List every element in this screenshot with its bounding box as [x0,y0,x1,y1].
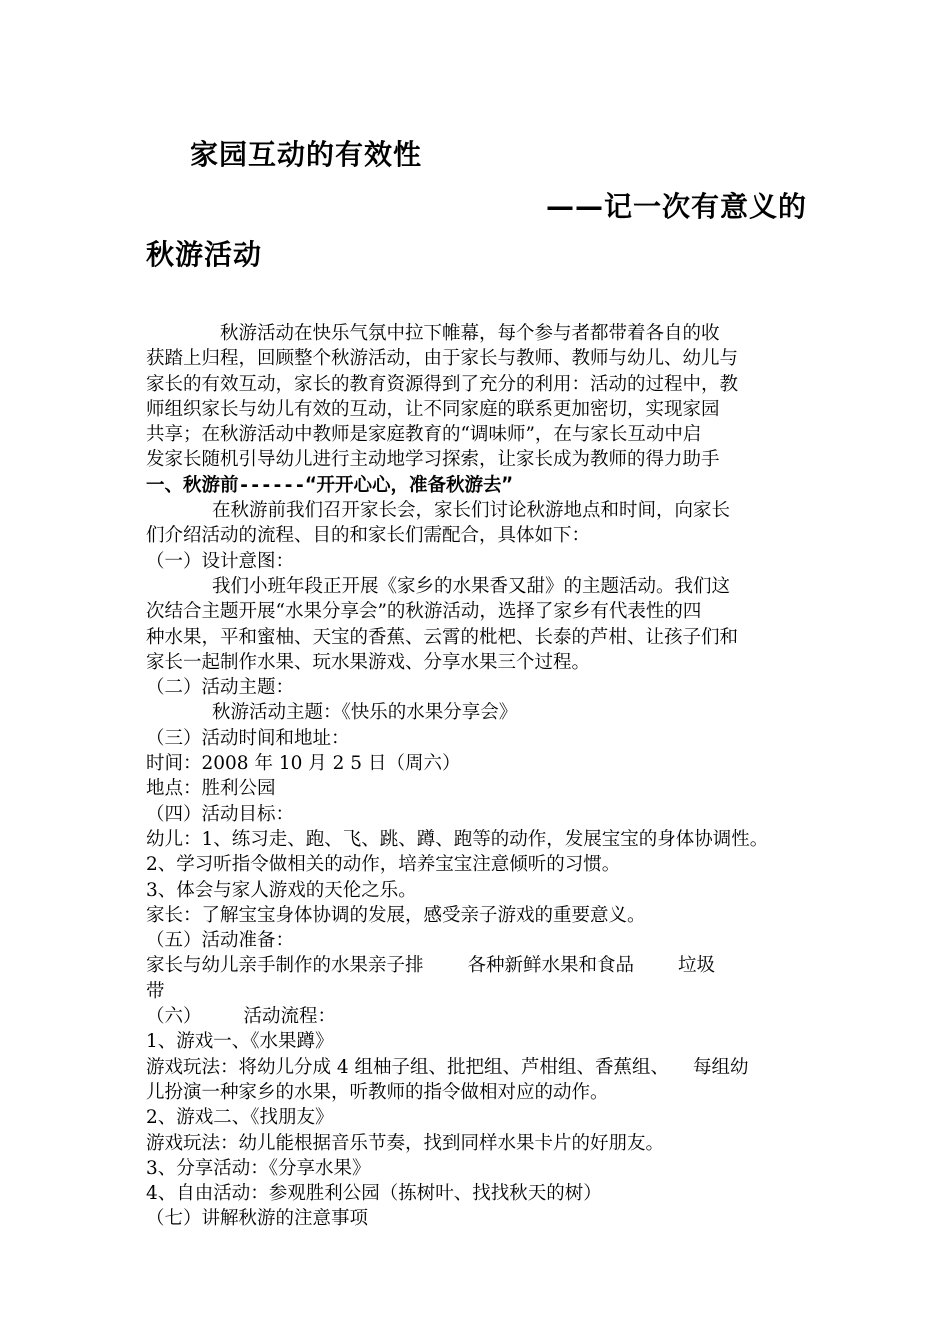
paragraph-line: 游戏玩法：将幼儿分成 4 组柚子组、批把组、芦柑组、香蕉组、 每组幼 [146,1056,749,1078]
subsection-heading: （六） 活动流程： [146,1006,337,1028]
paragraph-line: 发家长随机引导幼儿进行主动地学习探索，让家长成为教师的得力助手 [146,449,720,471]
section-heading: 一、秋游前------“开开心心，准备秋游去” [146,474,513,496]
paragraph-line: 在秋游前我们召开家长会，家长们讨论秋游地点和时间，向家长 [212,500,731,522]
paragraph-line: 我们小班年段正开展《家乡的水果香又甜》的主题活动。我们这 [212,575,731,597]
paragraph-line: 时间：2008 年 10 月 2 5 日（周六） [146,753,461,775]
paragraph-line: 家长：了解宝宝身体协调的发展，感受亲子游戏的重要意义。 [146,904,646,926]
paragraph-line: 儿扮演一种家乡的水果，听教师的指令做相对应的动作。 [146,1081,609,1103]
document-subtitle: ——记一次有意义的 [546,190,808,223]
paragraph-line: 家长的有效互动，家长的教育资源得到了充分的利用：活动的过程中，教 [146,373,739,395]
paragraph-line: 共享；在秋游活动中教师是家庭教育的“调味师”，在与家长互动中启 [146,424,702,446]
paragraph-line: 秋游活动在快乐气氛中拉下帷幕，每个参与者都带着各自的收 [220,323,720,344]
subsection-heading: （一）设计意图： [146,550,295,572]
paragraph-line: 4、自由活动：参观胜利公园（拣树叶、找找秋天的树） [146,1183,602,1205]
paragraph-line: 秋游活动主题：《快乐的水果分享会》 [212,702,518,724]
preparation-item: 家长与幼儿亲手制作的水果亲子排 [146,955,424,977]
subsection-heading: （二）活动主题： [146,677,295,699]
paragraph-line: 次结合主题开展“水果分享会”的秋游活动，选择了家乡有代表性的四 [146,601,702,623]
paragraph-line: 获踏上归程，回顾整个秋游活动，由于家长与教师、教师与幼儿、幼儿与 [146,348,739,370]
subsection-heading: （三）活动时间和地址： [146,727,350,749]
subsection-heading: （五）活动准备： [146,930,295,952]
document-title: 家园互动的有效性 [190,138,423,171]
paragraph-line: 2、游戏二、《找朋友》 [146,1107,334,1129]
paragraph-line: 种水果，平和蜜柚、天宝的香蕉、云霄的枇杷、长泰的芦柑、让孩子们和 [146,626,739,648]
paragraph-line: 们介绍活动的流程、目的和家长们需配合，具体如下： [146,525,591,547]
paragraph-line: 带 [146,980,165,1002]
paragraph-line: 2、学习听指令做相关的动作，培养宝宝注意倾听的习惯。 [146,854,621,876]
subsection-heading: （四）活动目标： [146,803,295,825]
paragraph-line: 3、分享活动：《分享水果》 [146,1157,371,1179]
paragraph-line: 游戏玩法：幼儿能根据音乐节奏，找到同样水果卡片的好朋友。 [146,1132,665,1154]
document-body [146,321,810,1232]
preparation-item: 各种新鲜水果和食品 [467,955,635,977]
paragraph-line: 幼儿：1、练习走、跑、飞、跳、蹲、跑等的动作，发展宝宝的身体协调性。 [146,828,769,850]
subsection-heading: （七）讲解秋游的注意事项 [146,1208,369,1230]
paragraph-line [146,953,810,978]
paragraph-line: 地点：胜利公园 [146,778,276,800]
paragraph-line: 1、游戏一、《水果蹲》 [146,1031,334,1053]
preparation-item: 垃圾 [678,955,716,977]
paragraph-line: 3、体会与家人游戏的天伦之乐。 [146,879,417,901]
paragraph-line: 家长一起制作水果、玩水果游戏、分享水果三个过程。 [146,651,591,673]
paragraph-line: 师组织家长与幼儿有效的互动，让不同家庭的联系更加密切，实现家园 [146,398,720,420]
document-subtitle-continued: 秋游活动 [146,238,263,271]
